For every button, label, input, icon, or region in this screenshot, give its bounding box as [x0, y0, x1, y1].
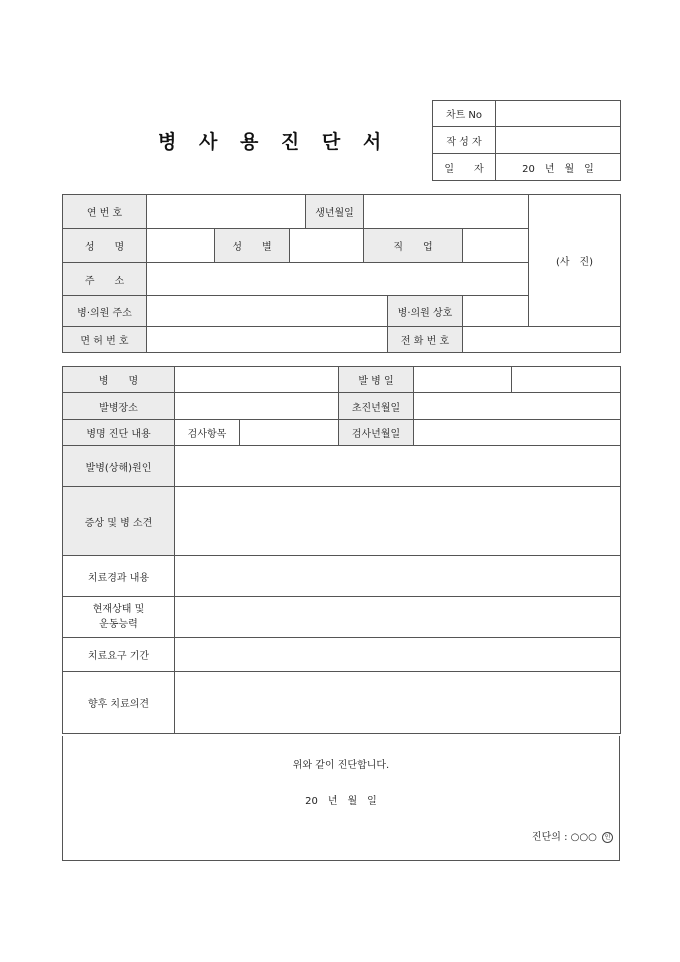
diagnosis-content-label: 병명 진단 내용: [63, 420, 175, 446]
photo-area: (사 진): [529, 195, 621, 327]
serial-label: 연 번 호: [63, 195, 147, 229]
cause-label: 발병(상해)원인: [63, 446, 175, 487]
hospital-address-field[interactable]: [147, 296, 388, 327]
current-state-label-line-1: 현재상태 및: [92, 604, 145, 615]
certification-section: [62, 736, 620, 861]
writer-field[interactable]: [496, 127, 621, 154]
birth-field[interactable]: [364, 195, 529, 229]
symptoms-label: 증상 및 병 소견: [63, 487, 175, 556]
license-field[interactable]: [147, 327, 388, 353]
test-item-label: 검사항목: [175, 420, 240, 446]
onset-date-extra-field[interactable]: [512, 367, 621, 393]
current-state-label-line-2: 운동능력: [99, 619, 138, 630]
job-label: 직 업: [364, 229, 463, 263]
test-date-label: 검사년월일: [339, 420, 414, 446]
chart-no-field[interactable]: [496, 101, 621, 127]
onset-date-field[interactable]: [414, 367, 512, 393]
hospital-name-label: 병·의원 상호: [388, 296, 463, 327]
name-field[interactable]: [147, 229, 215, 263]
address-field[interactable]: [147, 263, 529, 296]
period-label: 치료요구 기간: [63, 638, 175, 672]
date-field[interactable]: 20 년 월 일: [496, 154, 621, 181]
statement-text: 위와 같이 진단합니다.: [292, 760, 390, 771]
doctor-name: 진단의 : ○○○: [531, 832, 597, 843]
onset-place-field[interactable]: [175, 393, 339, 420]
first-exam-field[interactable]: [414, 393, 621, 420]
treatment-field[interactable]: [175, 556, 621, 597]
personal-info-table: [62, 194, 621, 353]
cause-field[interactable]: [175, 446, 621, 487]
symptoms-field[interactable]: [175, 487, 621, 556]
gender-field[interactable]: [290, 229, 364, 263]
period-field[interactable]: [175, 638, 621, 672]
disease-name-label: 병 명: [63, 367, 175, 393]
current-state-field[interactable]: [175, 597, 621, 638]
name-label: 성 명: [63, 229, 147, 263]
chart-info-box: [432, 100, 621, 181]
test-date-field[interactable]: [414, 420, 621, 446]
future-field[interactable]: [175, 672, 621, 734]
hospital-name-field[interactable]: [463, 296, 529, 327]
address-label: 주 소: [63, 263, 147, 296]
first-exam-label: 초진년월일: [339, 393, 414, 420]
onset-date-label: 발 병 일: [339, 367, 414, 393]
treatment-label: 치료경과 내용: [63, 556, 175, 597]
test-item-field[interactable]: [240, 420, 339, 446]
doctor-signature: [532, 828, 613, 843]
serial-field[interactable]: [147, 195, 306, 229]
phone-field[interactable]: [463, 327, 621, 353]
document-title: 병 사 용 진 단 서: [158, 131, 390, 153]
chart-no-label: 차트 No: [433, 101, 496, 127]
current-state-label: [63, 597, 175, 638]
job-field[interactable]: [463, 229, 529, 263]
gender-label: 성 별: [215, 229, 290, 263]
hospital-address-label: 병·의원 주소: [63, 296, 147, 327]
date-label: 일 자: [433, 154, 496, 181]
certification-date: 20 년 월 일: [305, 796, 377, 807]
license-label: 면 허 번 호: [63, 327, 147, 353]
future-label: 향후 치료의견: [63, 672, 175, 734]
disease-name-field[interactable]: [175, 367, 339, 393]
seal-icon: 인: [602, 832, 613, 843]
diagnosis-table: [62, 366, 621, 734]
phone-label: 전 화 번 호: [388, 327, 463, 353]
birth-label: 생년월일: [306, 195, 364, 229]
writer-label: 작 성 자: [433, 127, 496, 154]
onset-place-label: 발병장소: [63, 393, 175, 420]
